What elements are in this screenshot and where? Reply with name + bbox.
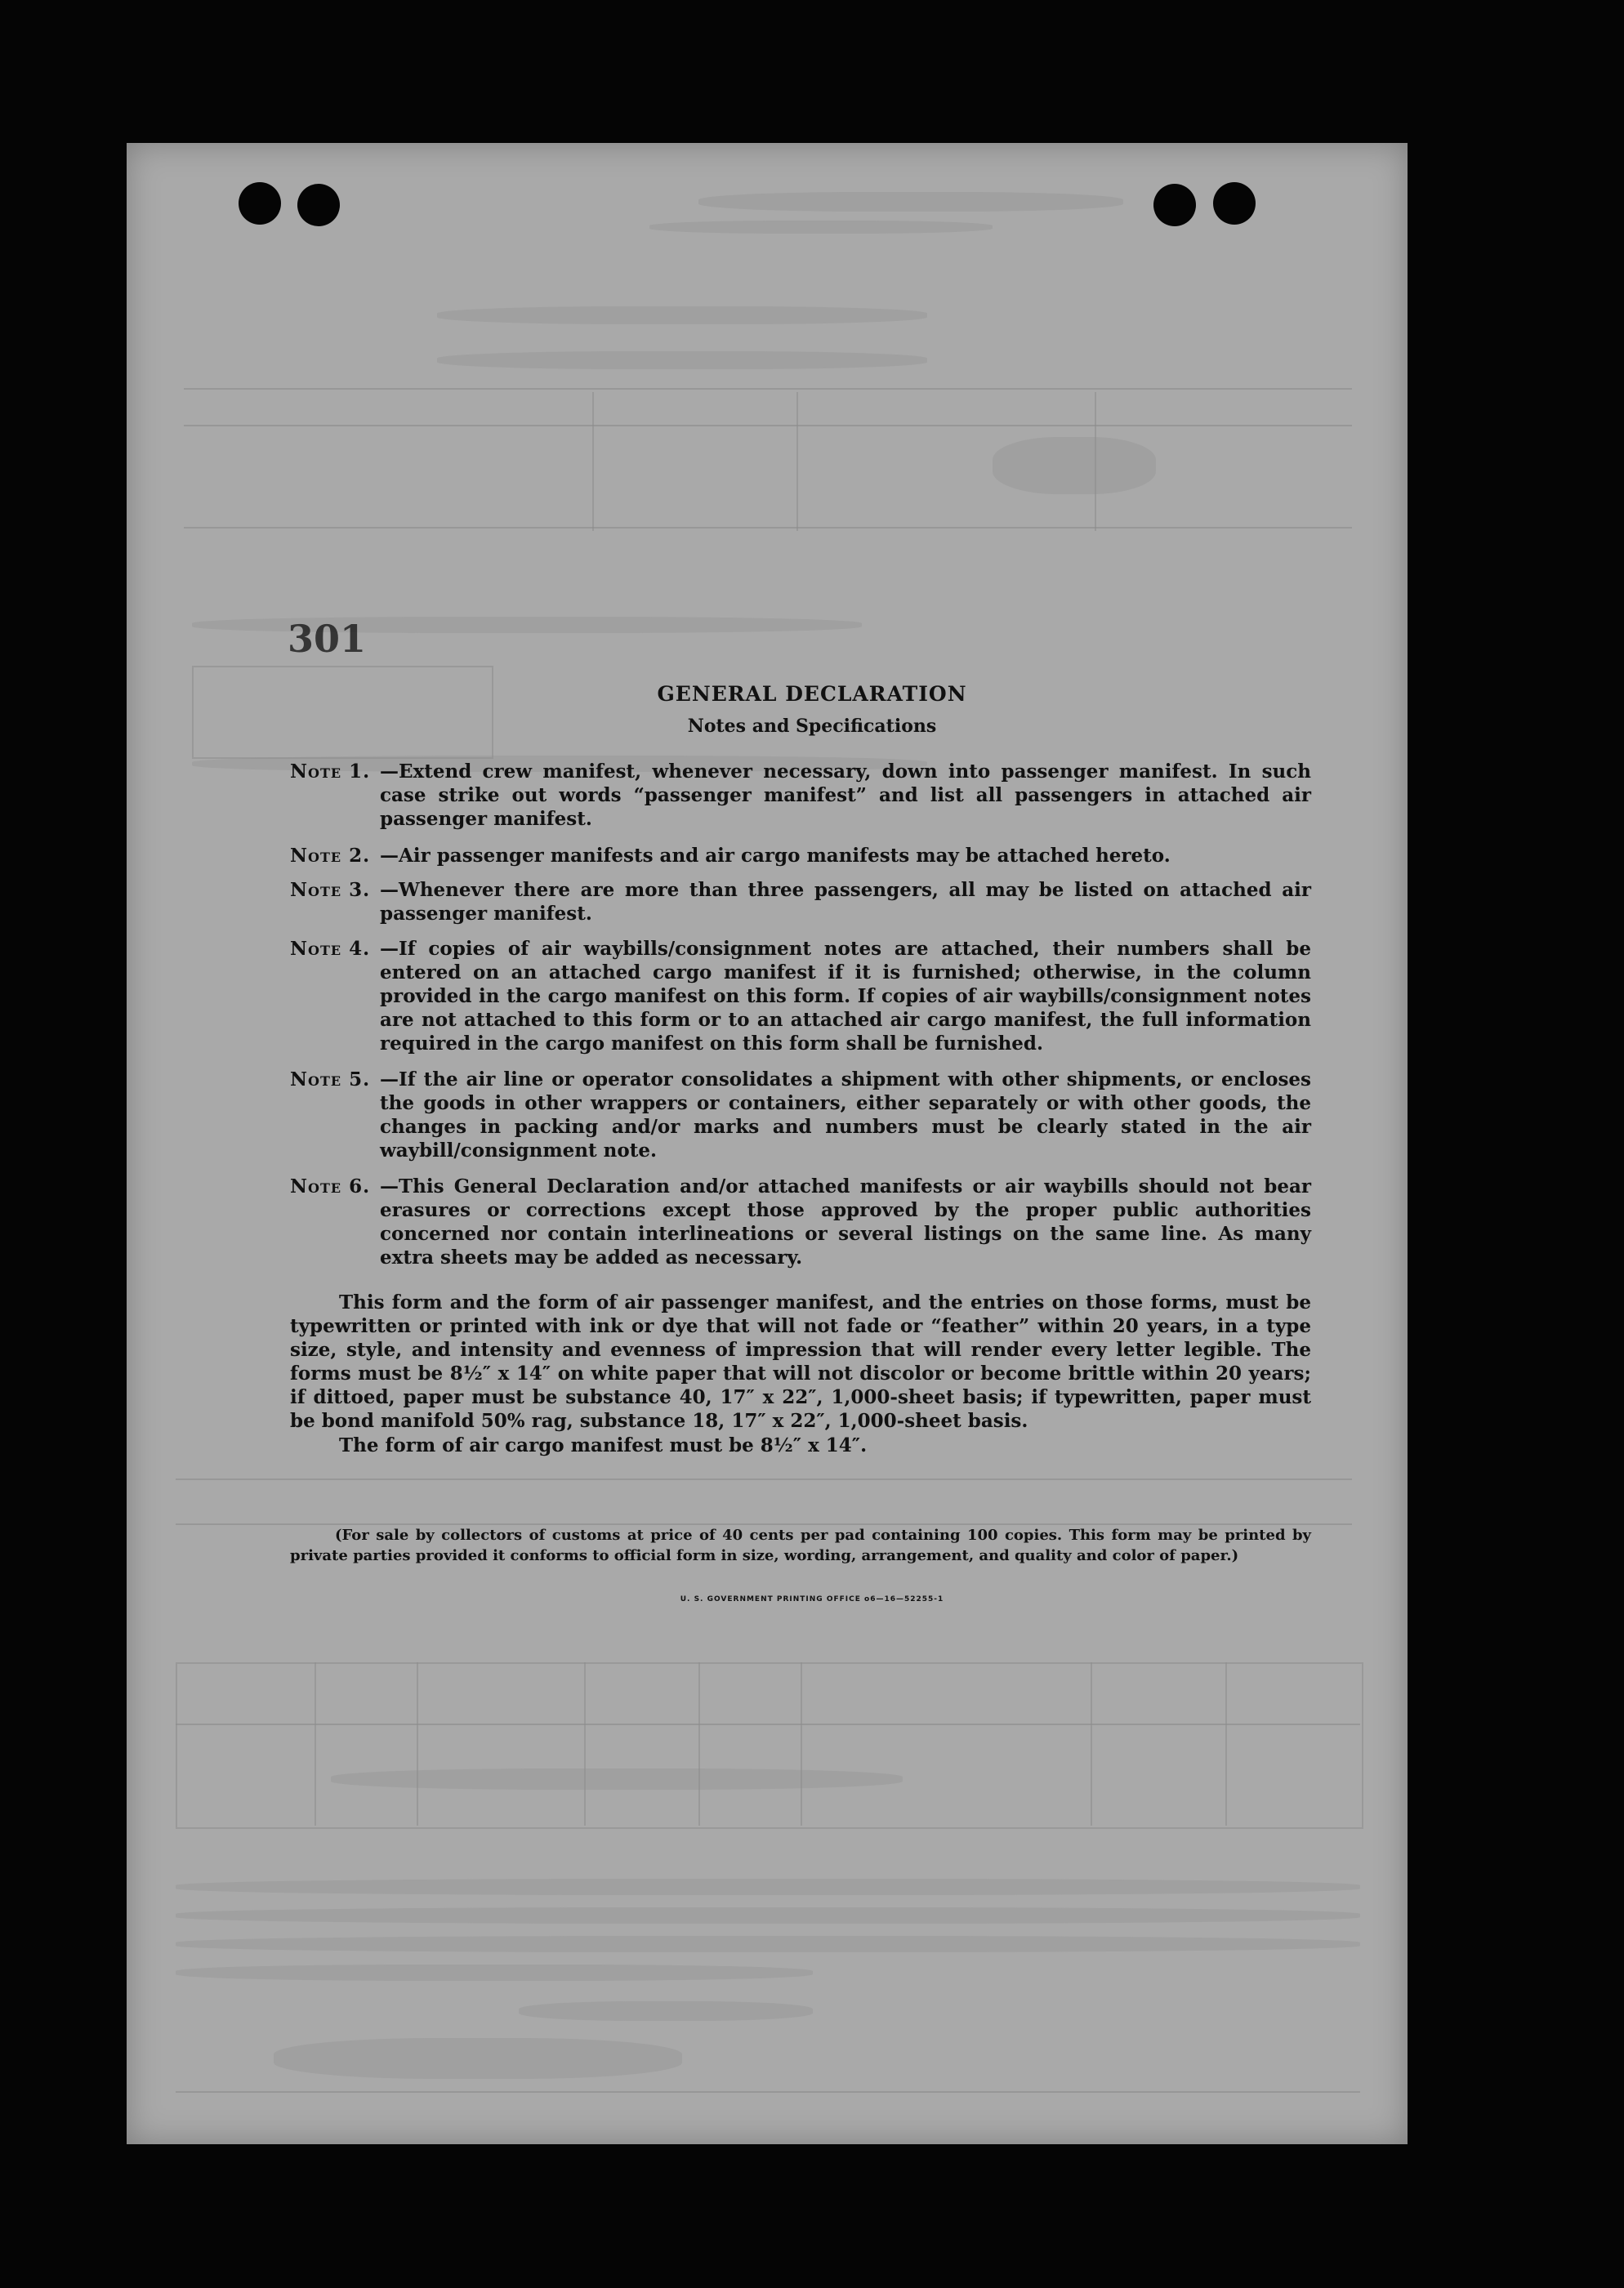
- punch-hole: [1153, 184, 1196, 226]
- note-label: Note 2.: [290, 845, 371, 867]
- note-1: [290, 760, 1311, 833]
- punch-hole: [239, 182, 281, 225]
- note-3: [290, 878, 1311, 927]
- note-4: [290, 937, 1311, 1059]
- note-label: Note 3.: [290, 879, 371, 901]
- note-label: Note 5.: [290, 1068, 371, 1090]
- form-specification-paragraph: This form and the form of air passenger manifest, and the entries on those forms, must be typewritten or printed with ink or dye that will not fade or “feather” within 20 years, in a type size, style, and intensity and evenness of impression that will render every letter legible. The forms must be 8½″ x 14″ on white paper that will not discolor or become brittle within 20 years; if dittoed, paper must be substance 40, 17″ x 22″, 1,000-sheet basis; if typewritten, paper must be bond manifold 50% rag, substance 18, 17″ x 22″, 1,000-sheet basis.: [290, 1291, 1311, 1432]
- note-text: —If the air line or operator consolidates a shipment with other shipments, or encloses the goods in other wrappers or containers, either separately or with other goods, the changes in packing and/or marks and numbers must be clearly stated in the air waybill/consignment note.: [380, 1068, 1311, 1162]
- page-subtitle: Notes and Specifications: [687, 716, 937, 737]
- stamp-number: 301: [288, 617, 367, 661]
- printing-office-line: U. S. GOVERNMENT PRINTING OFFICE o6—16—52255-1: [680, 1595, 944, 1603]
- note-text: —Whenever there are more than three passengers, all may be listed on attached air passenger manifest.: [380, 879, 1311, 925]
- note-6: [290, 1175, 1311, 1273]
- note-text: —Air passenger manifests and air cargo manifests may be attached hereto.: [380, 845, 1171, 867]
- note-text: —If copies of air waybills/consignment notes are attached, their numbers shall be entered on an attached cargo manifest if it is furnished; otherwise, in the column provided in the cargo manifest on this form. If copies of air waybills/consignment notes are not attached to this form or to an attached air cargo manifest, the full information required in the cargo manifest on this form shall be furnished.: [380, 938, 1311, 1055]
- punch-hole: [297, 184, 340, 226]
- note-text: —This General Declaration and/or attached manifests or air waybills should not bear erasures or corrections except those approved by the proper public authorities concerned nor contain interlineations or several listings on the same line. As many extra sheets may be added as necessary.: [380, 1175, 1311, 1269]
- note-5: [290, 1068, 1311, 1166]
- note-label: Note 4.: [290, 938, 371, 960]
- page-title: GENERAL DECLARATION: [657, 682, 967, 706]
- note-text: —Extend crew manifest, whenever necessary, down into passenger manifest. In such case strike out words “passenger manifest” and list all passengers in attached air passenger manifest.: [380, 760, 1311, 830]
- note-label: Note 6.: [290, 1175, 371, 1198]
- note-label: Note 1.: [290, 760, 371, 783]
- punch-hole: [1213, 182, 1256, 225]
- sale-notice: (For sale by collectors of customs at price of 40 cents per pad containing 100 copies. This form may be printed by private parties provided it conforms to official form in size, wording, arrangement, and quality and color of paper.): [290, 1527, 1311, 1564]
- cargo-manifest-size-line: The form of air cargo manifest must be 8½″ x 14″.: [339, 1434, 868, 1456]
- note-2: [290, 844, 1311, 868]
